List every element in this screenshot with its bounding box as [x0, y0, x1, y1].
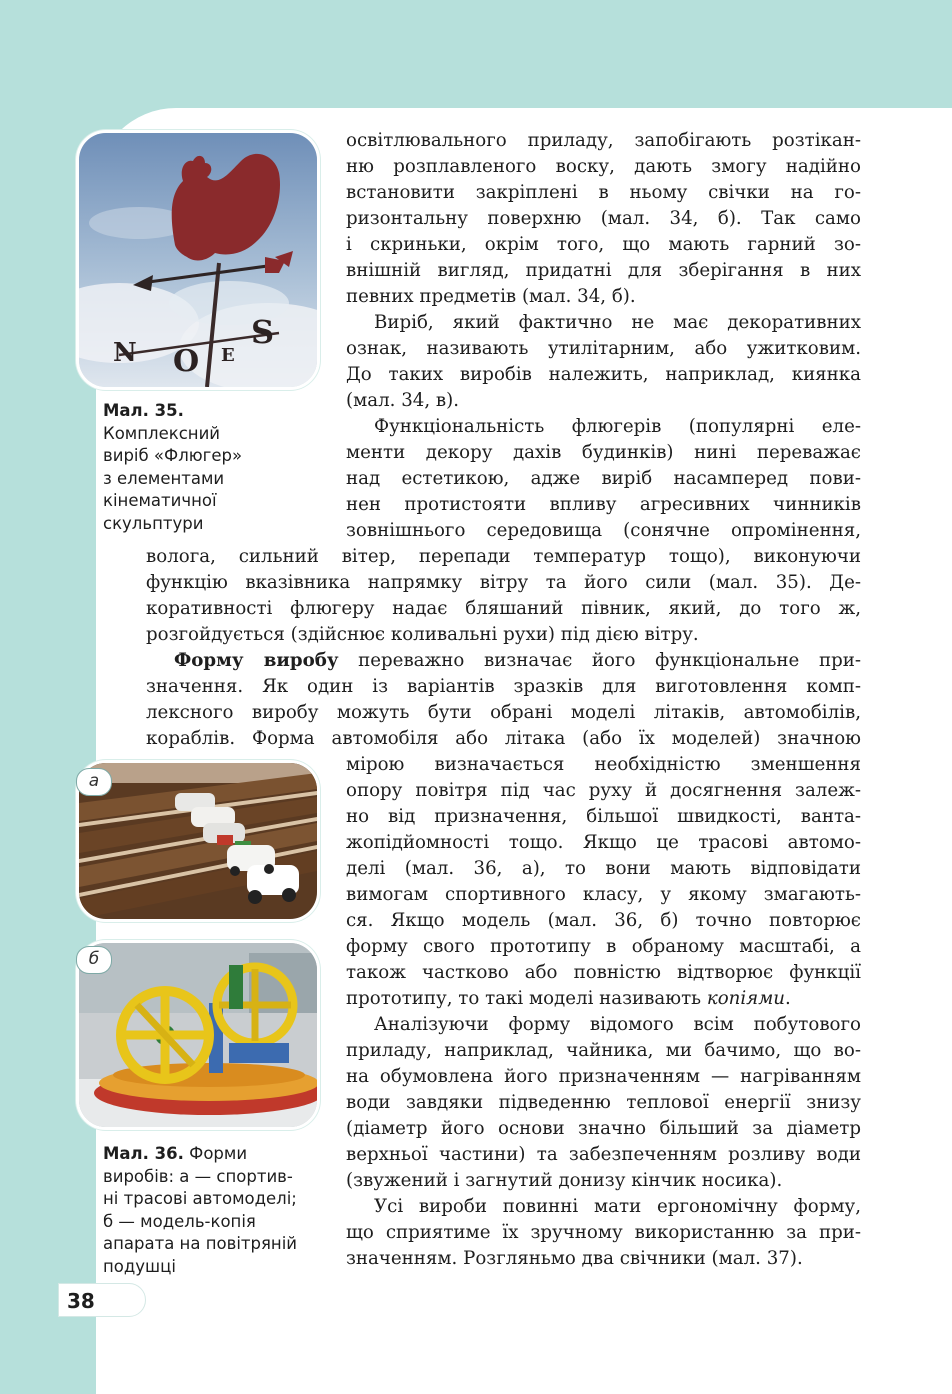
text-line: приладу, наприклад, чайника, ми бачимо, що во- — [346, 1040, 861, 1061]
text-line: (звужений і загнутий донизу кінчик носика). — [346, 1170, 783, 1191]
caption-line: подушці — [103, 1256, 176, 1276]
text-line: форму свого прототипу в обраному масштабі, а — [346, 936, 861, 957]
text-line: що сприятиме їх зручному використанню за при- — [346, 1222, 861, 1243]
text-line: верхньої частини) та забезпеченням розливу води — [346, 1144, 861, 1165]
text-line: Аналізуючи форму відомого всім побутового — [374, 1014, 861, 1035]
text-line: і скриньки, окрім того, що мають гарний зо- — [346, 234, 861, 255]
caption-line: кінематичної — [103, 491, 217, 511]
text-line: мірою визначається необхідністю зменшення — [346, 754, 861, 775]
text-line: (мал. 34, в). — [346, 390, 460, 411]
caption-line: апарата на повітряній — [103, 1234, 298, 1254]
text-line: зовнішнього середовища (сонячне опромінення, — [346, 520, 861, 541]
compass-letter-o: O — [173, 344, 200, 379]
figure-36a-letter-badge: а — [76, 768, 112, 796]
text-line: певних предметів (мал. 34, б). — [346, 286, 636, 307]
text-line: встановити закріплені в ньому свічки на го- — [346, 182, 861, 203]
text-line: Усі вироби повинні мати ергономічну форму, — [374, 1196, 861, 1217]
figure-36a-photo — [76, 760, 320, 922]
term-italic: копіями — [706, 988, 786, 1009]
figure-35-caption — [103, 400, 303, 536]
text-line — [346, 986, 861, 1012]
text-line: вимогам спортивного класу, у якому змагають- — [346, 884, 861, 905]
text-line: ризонтальну поверхню (мал. 34, б). Так само — [346, 208, 861, 229]
text-line: нен протистояти впливу агресивних чинників — [346, 494, 861, 515]
text-line: но від призначення, більшої швидкості, ванта- — [346, 806, 861, 827]
caption-line: з елементами — [103, 468, 225, 488]
figure-35-photo — [76, 130, 320, 390]
figure-36-caption — [103, 1143, 317, 1279]
race-cars-image — [79, 763, 317, 919]
page-number: 38 — [58, 1283, 146, 1317]
text-line: волога, сильний вітер, перепади температур тощо), виконуючи — [146, 546, 861, 567]
text-line: також частково або повністю відтворює функції — [346, 962, 861, 983]
text-line: ся. Якщо модель (мал. 36, б) точно повторює — [346, 910, 861, 931]
text-line: розгойдується (здійснює коливальні рухи) під дією вітру. — [146, 624, 699, 645]
text-line: на обумовлена його призначенням — нагріванням — [346, 1066, 861, 1087]
text-line: води завдяки підведенню теплової енергії знизу — [346, 1092, 861, 1113]
text-line: (діаметр його основи значно більший за діаметр — [346, 1118, 861, 1139]
hovercraft-image — [79, 943, 317, 1127]
text-line: коративності флюгеру надає бляшаний півник, який, до того ж, — [146, 598, 861, 619]
term-bold: Форму виробу — [174, 650, 339, 671]
caption-line: б — модель-копія — [103, 1211, 256, 1231]
text-line: функцію вказівника напрямку вітру та його сили (мал. 35). Де- — [146, 572, 861, 593]
caption-line: виріб «Флюгер» — [103, 446, 243, 466]
figure-36b-letter-badge: б — [76, 946, 112, 974]
text-line: ню розплавленого воску, дають змогу надійно — [346, 156, 861, 177]
text-line: освітлювального приладу, запобігають розтікан- — [346, 130, 861, 151]
text-line: ознак, називають утилітарним, або ужитковим. — [346, 338, 861, 359]
figure-36-label: Мал. 36. — [103, 1144, 184, 1163]
text-span: переважно визначає його функціональне при- — [338, 650, 861, 671]
compass-letter-n: N — [113, 338, 137, 368]
caption-line: Комплексний — [103, 423, 221, 443]
caption-first: Форми — [183, 1144, 248, 1163]
text-line: значенням. Розгляньмо два свічники (мал. 37). — [346, 1248, 803, 1269]
text-line: Виріб, який фактично не має декоративних — [374, 312, 861, 333]
caption-line: скульптури — [103, 513, 204, 533]
text-line: Функціональність флюгерів (популярні еле- — [374, 416, 861, 437]
text-line: делі (мал. 36, а), то вони мають відповідати — [346, 858, 861, 879]
text-line: До таких виробів належить, наприклад, киянка — [346, 364, 861, 385]
text-span: прототипу, то такі моделі називають — [346, 988, 707, 1009]
text-line: лексного виробу можуть бути обрані моделі літаків, автомобілів, — [146, 702, 861, 723]
figure-35-label: Мал. 35. — [103, 401, 184, 420]
text-line: менти декору дахів будинків) нині переважає — [346, 442, 861, 463]
weathervane-image — [79, 133, 317, 387]
text-line: внішній вигляд, придатні для зберігання в них — [346, 260, 861, 281]
text-line: опору повітря під час руху й досягнення залеж- — [346, 780, 861, 801]
compass-letter-e: E — [221, 345, 235, 366]
caption-line: ні трасові автомоделі; — [103, 1189, 297, 1209]
text-line: кораблів. Форма автомобіля або літака (або їх моделей) значною — [146, 728, 861, 749]
caption-line: виробів: а — спортив- — [103, 1166, 293, 1186]
text-line: значення. Як один із варіантів зразків для виготовлення комп- — [146, 676, 861, 697]
figure-36b-photo — [76, 940, 320, 1130]
text-line: над естетикою, адже виріб насамперед пови- — [346, 468, 861, 489]
text-span: . — [785, 988, 791, 1009]
text-line — [146, 648, 861, 674]
text-line: жопідйомності тощо. Якщо це трасові автомо- — [346, 832, 861, 853]
compass-letter-s: S — [251, 313, 275, 351]
